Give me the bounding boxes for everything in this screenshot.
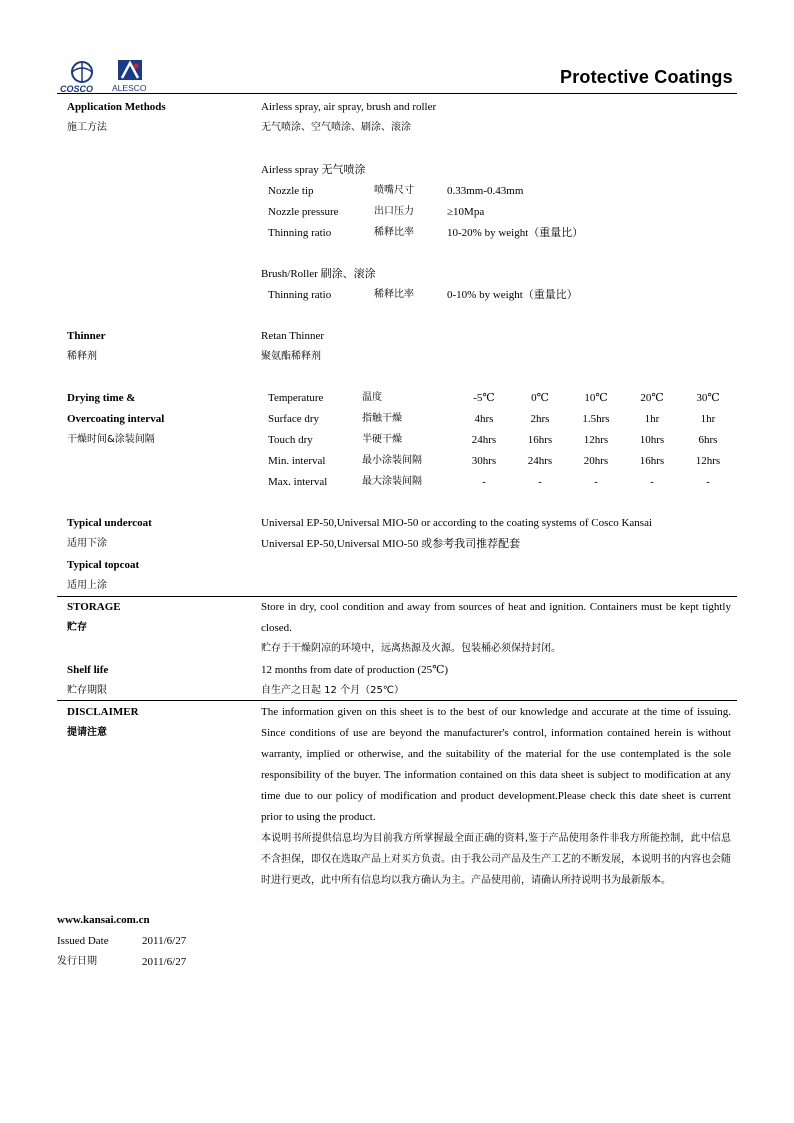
- coats-value-cn: Universal EP-50,Universal MIO-50 或参考我司推荐配套: [261, 538, 521, 550]
- airless-row-value: 10-20% by weight（重量比）: [447, 227, 584, 239]
- drying-temp: 10℃: [584, 392, 608, 404]
- application-label-cn: 施工方法: [67, 122, 107, 133]
- drying-cell: 12hrs: [583, 434, 609, 446]
- drying-cell: 4hrs: [474, 413, 494, 425]
- drying-cell: 24hrs: [527, 455, 553, 467]
- page-title: Protective Coatings: [560, 67, 733, 87]
- issued-date-en: 2011/6/27: [142, 935, 187, 947]
- topcoat-label-en: Typical topcoat: [67, 559, 140, 571]
- drying-cell: -: [538, 476, 542, 488]
- shelf-life-label-cn: 贮存期限: [67, 685, 107, 696]
- airless-row-en: Nozzle pressure: [268, 206, 339, 218]
- drying-temp: 30℃: [696, 392, 720, 404]
- drying-row-en: Touch dry: [268, 434, 313, 446]
- drying-cell: -: [706, 476, 710, 488]
- drying-row-cn: 半硬干燥: [362, 434, 402, 445]
- drying-label-en-2: Overcoating interval: [67, 413, 165, 425]
- drying-label-en-1: Drying time &: [67, 392, 136, 404]
- issued-date-cn: 2011/6/27: [142, 956, 187, 968]
- drying-row-en: Min. interval: [268, 455, 326, 467]
- topcoat-label-cn: 适用上涂: [67, 580, 107, 591]
- drying-header-en: Temperature: [268, 392, 324, 404]
- drying-cell: 30hrs: [471, 455, 497, 467]
- drying-label-cn: 干燥时间&涂装间隔: [67, 434, 155, 445]
- application-label-en: Application Methods: [67, 101, 166, 113]
- drying-header-cn: 温度: [362, 392, 382, 403]
- drying-cell: 1hr: [700, 413, 716, 425]
- brush-title: Brush/Roller 刷涂、滚涂: [261, 268, 376, 280]
- brush-row-cn: 稀释比率: [374, 289, 414, 300]
- drying-cell: 12hrs: [695, 455, 721, 467]
- disclaimer-value-en: The information given on this sheet is to the best of our knowledge and accurate at the time of issuing. Since conditions of use are beyond the manufacturer's control, information contained herein is without warranty, implied or otherwise, and the suitability of the material for the use contemplated is the sole responsibility of the buyer. The information contained on this data sheet is subject to modification at any time due to our policy of modification and product development.Please check this date sheet is current prior to using the product.: [261, 706, 731, 823]
- airless-row-cn: 出口压力: [374, 206, 414, 217]
- airless-row-value: 0.33mm-0.43mm: [447, 185, 524, 197]
- undercoat-label-en: Typical undercoat: [67, 517, 152, 529]
- drying-cell: 1hr: [644, 413, 660, 425]
- logo-alesco-text: ALESCO: [112, 83, 147, 93]
- logo-cosco-text: COSCO: [60, 84, 94, 94]
- airless-row-cn: 稀释比率: [374, 227, 414, 238]
- disclaimer-label-cn: 提请注意: [67, 727, 107, 738]
- drying-row-cn: 指触干燥: [362, 413, 402, 424]
- undercoat-label-cn: 适用下涂: [67, 538, 107, 549]
- thinner-label-cn: 稀释剂: [67, 351, 97, 362]
- drying-cell: 1.5hrs: [582, 413, 610, 425]
- alesco-logo: [112, 58, 152, 94]
- drying-temp: -5℃: [473, 392, 495, 404]
- drying-cell: -: [482, 476, 486, 488]
- shelf-life-label-en: Shelf life: [67, 664, 109, 676]
- drying-row-en: Max. interval: [268, 476, 328, 488]
- application-value-en: Airless spray, air spray, brush and roller: [261, 101, 437, 113]
- website: www.kansai.com.cn: [57, 914, 150, 926]
- application-value-cn: 无气喷涂、空气喷涂、刷涂、滚涂: [261, 122, 411, 133]
- thinner-value-en: Retan Thinner: [261, 330, 325, 342]
- coats-value-en: Universal EP-50,Universal MIO-50 or according to the coating systems of Cosco Kansai: [261, 517, 653, 529]
- drying-row-cn: 最大涂装间隔: [362, 476, 422, 487]
- thinner-value-cn: 聚氨酯稀释剂: [261, 351, 321, 362]
- shelf-life-value-en: 12 months from date of production (25℃): [261, 664, 449, 676]
- drying-temp: 20℃: [640, 392, 664, 404]
- drying-cell: -: [650, 476, 654, 488]
- section-rule: [57, 700, 737, 701]
- drying-cell: 16hrs: [639, 455, 665, 467]
- drying-row-cn: 最小涂装间隔: [362, 455, 422, 466]
- airless-row-cn: 喷嘴尺寸: [374, 185, 414, 196]
- drying-cell: -: [594, 476, 598, 488]
- brush-row-en: Thinning ratio: [268, 289, 332, 301]
- drying-cell: 10hrs: [639, 434, 665, 446]
- airless-row-en: Nozzle tip: [268, 185, 314, 197]
- storage-value-en: Store in dry, cool condition and away from sources of heat and ignition. Containers must be kept tightly closed.: [261, 601, 731, 634]
- thinner-label-en: Thinner: [67, 330, 106, 342]
- disclaimer-value-cn: 本说明书所提供信息均为目前我方所掌握最全面正确的资料,鉴于产品使用条件非我方所能控制，此中信息不含担保，即仅在选取产品上对买方负责。由于我公司产品及生产工艺的不断发展，本说明书的内容也会随时进行更改，此中所有信息均以我方确认为主。产品使用前，请确认所持说明书为最新版本。: [261, 833, 731, 886]
- drying-cell: 20hrs: [583, 455, 609, 467]
- shelf-life-value-cn: 自生产之日起 12 个月（25℃）: [261, 685, 405, 696]
- airless-title: Airless spray 无气喷涂: [261, 164, 366, 176]
- disclaimer-label-en: DISCLAIMER: [67, 706, 139, 718]
- drying-cell: 6hrs: [698, 434, 718, 446]
- header-rule: [57, 93, 737, 94]
- drying-cell: 24hrs: [471, 434, 497, 446]
- cosco-logo: [58, 60, 106, 94]
- drying-row-en: Surface dry: [268, 413, 320, 425]
- drying-cell: 16hrs: [527, 434, 553, 446]
- drying-cell: 2hrs: [530, 413, 550, 425]
- airless-row-value: ≥10Mpa: [447, 206, 485, 218]
- issued-label-en: Issued Date: [57, 935, 109, 947]
- storage-value-cn: 贮存于干燥阴凉的环境中，远离热源及火源。包装桶必须保持封闭。: [261, 643, 561, 654]
- drying-temp: 0℃: [531, 392, 549, 404]
- brush-row-value: 0-10% by weight（重量比）: [447, 289, 578, 301]
- storage-label-en: STORAGE: [67, 601, 121, 613]
- airless-row-en: Thinning ratio: [268, 227, 332, 239]
- issued-label-cn: 发行日期: [57, 956, 97, 967]
- storage-label-cn: 贮存: [67, 622, 87, 633]
